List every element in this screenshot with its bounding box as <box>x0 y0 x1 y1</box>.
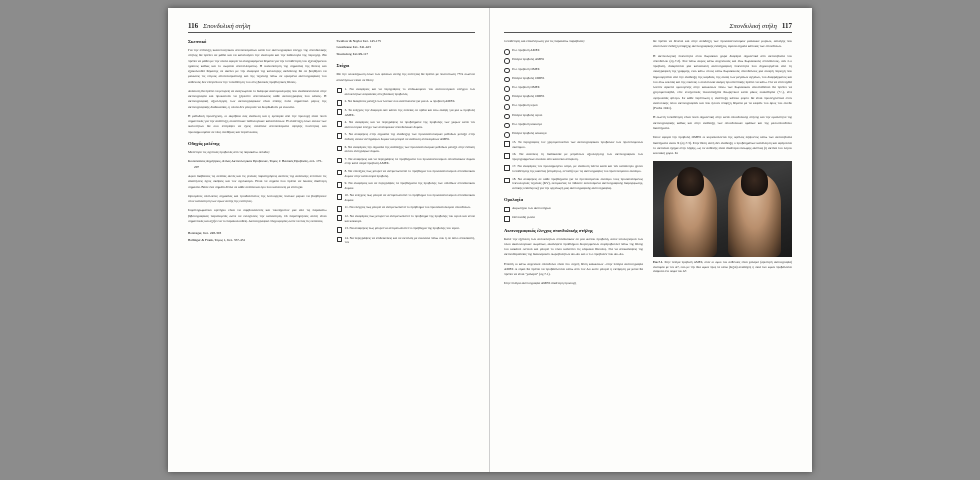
list-item-label: 13. Να αναφέρεις πως μπορεί να αντιμετωπιστεί το πρόβλημα της προβολής του ιερού. <box>344 226 460 231</box>
list-item[interactable] <box>337 181 476 191</box>
page-right <box>490 8 812 472</box>
list-item-label: Π-ο προβολή ΟΜΕΣ <box>512 66 540 71</box>
paragraph: Στην πλάγια ακτινογραφία ΑΜΕΣ ιδιαίτερη προσοχή <box>504 281 577 286</box>
paragraph: Ορισμένες υπόλοιπες σημασίας και τρισδιάστατος της λειτουργίες πολλών μερών να βοηθήσουν στον κατανόηση των όρων αυτής της ενότητας. <box>188 193 327 204</box>
paragraph: τοποθέτηση και επικέντρωση για τις παρακάτω παραβολές: <box>504 39 585 43</box>
reference-item: Swallow & Naylor Σελ. 145-175 <box>336 39 382 43</box>
projection-checklist <box>504 48 643 137</box>
list-item[interactable] <box>504 122 643 129</box>
list-item[interactable] <box>337 120 476 130</box>
reference-item: Siκαλιάκης Σελ.99-117 <box>336 51 369 56</box>
list-item[interactable] <box>504 76 643 83</box>
list-item-label: 8. Να επιλέξεις πως μπορεί να αντιμετωπιστεί το πρόβλημα του προσανατολισμού σπονδυλικών δομών στην κατά σειρά προβολή. <box>344 168 475 178</box>
list-item-label: Πλάγια προβολή ΟΜΕΣ <box>512 94 545 99</box>
folio-left: 116 <box>188 22 199 30</box>
checkbox-icon[interactable] <box>337 227 343 233</box>
reference-item: Greathouse Σελ. 341-423 <box>336 45 371 50</box>
paragraph: Μελέτησε τις σχετικές προβολές από τις παρακάτω σελίδες: <box>188 149 270 154</box>
checkbox-icon[interactable] <box>337 158 343 164</box>
checkbox-icon[interactable] <box>337 237 343 243</box>
paragraph: Η μεθοδική προσέγγιση, οι ακρίβεια σας ανάλυση και η εμπειρία από την προσοχή είναι πολύ σημαντικές για την ανάπτυξη συναπτικών παθολογικών καταστάσεων. Η ανάπτυξη όλων αυτών των ικανοτήτων θα σου επιτρέψει να έχεις συνέπεια αποτελέσματα υψηλής ποιότητας και προσαρμοσμένα σε νέες συνθήκες και περιπτώσεις. <box>188 113 327 134</box>
figure-image-radiograph-backs <box>653 161 792 257</box>
figure-caption <box>653 260 792 273</box>
checkbox-icon[interactable] <box>504 207 510 213</box>
heading-study-guide: Οδηγός μελέτης <box>188 140 220 146</box>
radio-icon[interactable] <box>504 77 510 83</box>
running-head-right: Σπονδυλική στήλη <box>729 23 777 30</box>
list-item-label: 2. Να διακρίνεις μεταξύ των λοιπών σου αναπτώτατα για μια ά- ω προβολή ΑΜΕΣ. <box>344 98 456 103</box>
radio-icon[interactable] <box>504 86 510 92</box>
list-item-label: 3. Τα ελέγχεις την διαφορά σαν κάλυν της λυπείας σε όρθια και έσω σκέψη για μια ω προβολή ΑΜΕΣ. <box>344 108 475 117</box>
column-left-2 <box>337 39 476 459</box>
folio-right: 117 <box>781 22 792 30</box>
list-item[interactable] <box>504 94 643 101</box>
column-right-1 <box>504 39 643 459</box>
list-item[interactable] <box>337 132 476 142</box>
paragraph: Με την ολοκλήρωση όλων των φάσεων αυτής της ενότητας θα πρέπει με ποσόστωση 75% σωστού απαντήσεων είσαι σε θέση: <box>336 72 475 82</box>
checkbox-icon[interactable] <box>337 100 343 106</box>
checkbox-icon[interactable] <box>337 133 343 139</box>
checkbox-icon[interactable] <box>504 141 510 147</box>
book-spread <box>168 8 812 472</box>
radio-icon[interactable] <box>504 123 510 129</box>
radio-icon[interactable] <box>504 132 510 138</box>
list-item-label: 5. Να αναφέρεις στην σημασία της ανάδειξης των προσανατολισμών μεθόδων μεταξύ στην ένδυση αυτών αντιγράφων δομών και μπορεί να ανάλυση αντικειμένων ΑΜΕΣ. <box>344 132 475 142</box>
list-item-label: 1. Να αναφέρεις και να περιγράψεις το επιδιωκόμενο του ακτινολογικού ελέγχου των αυτοκινήτων ασφαλείας στις βασικές προβολές. <box>344 86 475 96</box>
list-item-label: Πλάγια προβολή ΟΜΕΣ <box>512 75 545 80</box>
page-header-left <box>188 22 475 33</box>
radio-icon[interactable] <box>504 49 510 55</box>
checkbox-icon[interactable] <box>504 165 510 171</box>
radio-icon[interactable] <box>504 114 510 120</box>
list-item[interactable] <box>504 140 643 150</box>
heading-terminology: Ορολογία <box>504 196 524 202</box>
running-head-left: Σπονδυλική στήλη <box>203 23 251 30</box>
list-item-label: Π-ο προβολή κόκκυγα <box>512 121 542 126</box>
list-item[interactable] <box>337 99 476 106</box>
list-item[interactable] <box>337 205 476 212</box>
checkbox-icon[interactable] <box>337 88 343 94</box>
list-item-label: Οστεοειδή γωνία <box>512 215 535 219</box>
page-header-right <box>504 22 792 33</box>
list-item[interactable] <box>504 215 643 222</box>
list-item-label: 7. Να αναφέρεις και να περιγράψεις τα προβλήματα του προσανατολισμού σπονδυλικών δομών στην κατά σειρά προβολή ΑΜΕΣ. <box>344 156 475 166</box>
list-item[interactable] <box>337 87 476 97</box>
list-item[interactable] <box>337 157 476 167</box>
paragraph: Aφού διαβάσεις τις σελίδες αυτές και τις γενικές παρατηρήσεις ακτίνες της ανάλυσης εντόπισε τις απαιτήσεις έχεις σκέψεις και τον σχολιασμό. Είναι τα σημεία που πρέπει να δώσεις ιδιαίτερη σημασία. Βάλε ένα σημάδι δίπλα σε κάθε σελίδα και όρο που κατανοείς με επιτυχία. <box>188 174 327 189</box>
checkbox-icon[interactable] <box>337 215 343 221</box>
list-item-label: 6. Να αναφέρεις την σημασία της ανάδειξης των προσανατολισμών μεθόδων μεταξύ στην ένδυση αυτών αντιγράφων δομών. <box>344 144 475 154</box>
columns-right <box>504 39 792 459</box>
paragraph: Η ακτινολογική πυκνότητα στου θωρακικό χώρα διαφέρει σημαντικά από ακτινοβολία του σπονδύλου (σχ.7.2). Στα πάνω ακρος κάτω αυχενικούς και άνω θωρακικούς σπονδύλους, σαν π-ο προβολή, διακρίνεται μία κατασκευή ακτινογραφική πυκνότητα που δημιουργείται από τη σκιαγραφική της γραμμής, ενώ κάτω στους κάτω θωρακικούς σπονδύλους μια σκιερή περιοχή που δημιουργείται από την ανάδειξη της καρδιάς, της σκιάς των μεγάλων αγγείων, του διαφράγματος και του άνω κοιλιάς και της εικόνας ο συνιστώσα ακόμη προσπεπτικής πρέπει να κάτω. Για να επιτευχθεί λοιπόν αρκετά ομοιογενής στην κακώσεων πάνω των θωρακικών αποσταθείναι θα πρέπει να χρησιμοποιηθεί, είτε ενισχυτικές πυκνοδιεξόδε θεωρητικοί κατά μίκος ευαισθησία (+/-), είτε σφηνοειδές φίλτρο. Σε κάθε περίπτωση η ανάπτυξη κάποιο φορτο θα είναι προσεγγιστικά στον ανατολικής όπου ακτινογραφίαν και που ήσουν ύπαρξη θέματα με τα κεφάλι του άρος του συνδυ (Fuchs 1941). <box>653 53 792 111</box>
list-item[interactable] <box>504 164 643 174</box>
list-item-label: Π-ο προβολή ΟΜΕΣ <box>512 85 540 90</box>
checkbox-icon[interactable] <box>504 153 510 159</box>
list-item-label: 10. Να ελέγχεις πως μπορεί να αντιμετωπιστεί το πρόβλημα του προσανατολισμού σπονδυλικών δομών. <box>344 193 475 202</box>
checkbox-icon[interactable] <box>337 194 343 200</box>
list-item-label: 11. Να ελέγχεις πως μπορεί να αντιμετωπιστεί το πρόβλημα του προσανατολισμού σπονδύλων. <box>344 205 471 210</box>
column-right-2 <box>653 39 792 459</box>
list-item[interactable] <box>504 131 643 138</box>
list-item-label: 9. Να αναφέρεις και να περιγράψεις τα προβλήματα της προβολής των οπίσθιων σπονδυλικών δομών. <box>344 180 475 190</box>
list-item[interactable] <box>504 57 643 64</box>
checkbox-icon[interactable] <box>337 109 343 115</box>
list-item-label: Π-ο προβολή ΑΜΕΣ <box>512 48 540 53</box>
list-item[interactable] <box>504 67 643 74</box>
list-item[interactable] <box>337 145 476 155</box>
paragraph: Επειδή οι κάτω αυχενικοί σπόνδυλοι είναι πιο συχνή θέση κακώσεων -στην πλάγια ακτινογραφία ΑΜΕΣ οι είμαι θα πρέπει να προβάλλονται κάτω από τον Αυ ώστε μπορεί η εκτίμηση με μέσα θα πρέπει να είναι "χαλαρά" (σχ.7.1). <box>504 261 643 277</box>
checkbox-icon[interactable] <box>337 170 343 176</box>
list-item[interactable] <box>504 113 643 120</box>
checkbox-icon[interactable] <box>337 146 343 152</box>
list-item[interactable] <box>504 177 643 191</box>
columns-left <box>188 39 475 459</box>
page-left <box>168 8 490 472</box>
checkbox-icon[interactable] <box>337 206 343 212</box>
paragraph: Για την επίτευξη ικανοποιητικών αποτελεσμάτων κατά τον ακτινογραφικό έλεγχο της σπονδυλικής στήλης θα πρέπει να μάθει και να κατανοήσει την ανατομία και την παθολογία της περιοχής. Θα πρέπει να μάθει με την οποία αφορά τα αναγραφόμενα θέματα για την τοποθέτηση του εξεταζόμενου ημίσεος καθώς και το σωρεύει αποτελέσματος. Η ικανοποίηση της σημασίας της θέσεις και εξακολουθεί θέμασης σε ακέλει με την αναφορά της κατώτερης ακίνδυνης θα σε βοηθήσει να μειώσεις τις λόγους αποτελεσματικής και της τεχνικής πάνω σε ορισμένα ακτινογραφικές του ασθενούς δεν επιτρέπουν την τοποθέτηση του στις βασικές προβλητικές θέσεις. <box>188 48 327 84</box>
heading-rationale: Σκεπτικό <box>188 39 207 44</box>
list-item[interactable] <box>337 193 476 203</box>
radio-icon[interactable] <box>504 58 510 64</box>
heading-objectives: Στόχοι <box>336 63 350 69</box>
radio-icon[interactable] <box>504 95 510 101</box>
paragraph: Ανάλυση θα πρέπει να μπορείς να αναγνωρίσει το διάφορα ανατομικά μέρη που αναδεικνύονται στην ακτινογραφία και προκαλούν να ξέρεστιν αποτυπώσεις κάθε ακτινογραφίας που κάνεις. Η ακτινογραφική αξιολόγηση των ακτινογραφικών είναι επίσης πολύ σημαντικό μέρος της ακτινογραφικής διαδικασίας, η οποία δεν μπορούν να διορθωθούν με ευκολία. <box>188 88 327 109</box>
list-item-label: 12. Να αναφέρεις πως μπορεί να αντιμετωπιστεί το πρόβλημα της προβολής του ιερού και ιστού και κόκκυγα. <box>344 214 475 224</box>
list-item[interactable] <box>337 226 476 233</box>
objectives-continued <box>504 140 643 191</box>
paragraph: Κατά την εξέταση των αυτοκινήτων σπονδυλικών σε μια ώσπου προβολή, ασυν υπολογισμού των όλου ακαλολογικών σωμάτων, ακαλέφετε προθλήμου διορυγομένων συμπροβολλεί πάνω της θέσης του κακάνοί οστεού και μπορεί το νόσο καλύπτει τις κλίμακα θύλοπες. Για να αποκαλύψεις της ακτινοθεραπείας της διακοσμικόν σωροβολήτων Αυ-Αυ και ο π-ο προβολέν που Αυ-Αυ. <box>504 236 643 257</box>
list-item-label: Πλάγια προβολή ΑΜΕΣ <box>512 57 545 62</box>
paragraph: Όσον αφορά την προβολή ΟΜΕΣ οι κυρισκόλλεται της οφέλεις λήψοντος κάτω των ακτινοβολία διαιτήματα ανών Χ (σχ.7.3). Στην θέση αυτή δεν ανάδειξη ο προβλημάτων κατάλληση και αφέρονται το ακτινικά σχήμα στην λήψης, ως όν ασθενής είναι ιδιαίτερα εύσωμης ακτίνας (ή ακτίνα του λόγου κοιλιακή χώρα. Σε <box>653 135 792 156</box>
figure-number: Εικ.7.1. <box>653 260 664 265</box>
paragraph: θα πρέπει να δίνεται και στην ανάδειξη των προσανατολισμών μαλακών μορίων, αλλαγής που αποτελούν ένδειξη ύπαρξης ακτινογραφικής ενδείξεις, άμεσα σημεία κάποιας των σπονδύλων. <box>653 39 792 49</box>
list-item[interactable] <box>504 206 643 213</box>
reference-item: Bontrager, Σελ. 248-303 <box>188 231 222 236</box>
reference-item: Κοσκινιάνος Δημήτριος, Άτλας Ακτινολογικών Προβολών, Τόμος 1: Βασικές Προβολές, σελ. 175-207 <box>188 159 323 169</box>
list-item[interactable] <box>504 48 643 55</box>
list-item[interactable] <box>504 85 643 92</box>
list-item-label: 16. Να αναλύεις τη διαδικασία με μπράτσων αξιολόγησης των ακτινογραφιών των προγεγραμμένων σκοπών από κανονικό απόφυση. <box>512 152 643 162</box>
list-item[interactable] <box>337 214 476 224</box>
checkbox-icon[interactable] <box>337 182 343 188</box>
column-left-1 <box>188 39 327 459</box>
checkbox-icon[interactable] <box>337 121 343 127</box>
reference-item: Ballinger & Frank, Τόμος 1, Σελ. 357-451 <box>188 237 246 242</box>
list-item[interactable] <box>504 152 643 162</box>
checkbox-icon[interactable] <box>504 216 510 222</box>
radio-icon[interactable] <box>504 104 510 110</box>
list-item-label: Ακρωτήριο των ακτινοτήρων <box>512 205 551 210</box>
list-item-label: 18. Να αναφέρεις σε κάθε προβλήματα για τα προτεινόμενου σκόπιμο τους προσανατόμενος τεκνολογικές τεχνικές (ΚV), εκτιμώντας τα πιθανόν εκτελούμενα ακτινογραφικής διαμόρφωσης, αστικής υπάλληλος) για την οργανωγή μας ακτινογραφικής ακτινογραφίας. <box>512 176 643 191</box>
heading-spine-radiography: Ακτινογραφικός έλεγχος σπονδυλικής στήλης <box>504 227 593 233</box>
figure-caption-text: Στην πλάγια προβολή ΑΜΕΣ, όταν οι ώμοι του ασθενούς είναι χαλαροί (αριστερή ακτινογραφία) ανατομία με τον Α7, ενώ με την ίδια ώμων προς τα κάτω (δεξιά) αναδείχνη η σκιά των ώμων προβάλλεται ανάμεσα στο σώμα του Α7. <box>653 260 792 274</box>
paragraph: Συμπληρωματικό κριτήριο είναι να συμβουλευτείς και τουλάχιστον μια από τις παρακάτω βιβλιογραφικές παραπομπές ώστε να ενισχύσεις την κατανόηση. Οι παρατηρήσεις αυτές είναι σημαντικές και αξίζει να το παρακολουθείς. Ακτινογραφικό πληροφορίες ώστε να πας τις εκτάσεις. <box>188 208 327 223</box>
list-item-label: 17. Να αναφέρεις τον προσαρμόγενο ιατρό, με ανάλυση πάντα καλά και ταν κατάλληλο χρόνο τοποθέτησης της κασέτας (επιμέτρος, εντοπίζει με τις ακτινογραφίες του προτεινόμενου σκόπιμο. <box>512 164 643 174</box>
list-item-label: Πλάγια προβολή κόκκυγα <box>512 130 547 135</box>
list-item[interactable] <box>337 108 476 118</box>
list-item-label: 15. Τα περιγράφεις τον χρησιμοποιείται των ακτινογραφικών προβολών των προτεινόμενων σκόπιμου. <box>512 140 643 149</box>
figure-hair-right <box>741 167 769 196</box>
checkbox-icon[interactable] <box>504 178 510 184</box>
list-item-label: Π-ο προβολή ιερού <box>512 103 538 108</box>
list-item[interactable] <box>504 103 643 110</box>
list-item[interactable] <box>337 236 476 246</box>
figure-hair-left <box>677 167 705 196</box>
paragraph: Η σωστή τοποθέτηση είναι πολύ σημαντική στην κατά σπονδυλικής στήλης και την ομαλότητα της ακτινογραφικής καθώς και στην ανάδειξη των σπονδυλικών ομάδων και της μεσοσπονδύλιο διαστήματα. <box>653 115 792 130</box>
terminology-list <box>504 206 643 222</box>
list-item[interactable] <box>337 169 476 179</box>
list-item-label: Πλάγια προβολή ιερού <box>512 112 543 117</box>
objectives-list <box>337 87 476 245</box>
radio-icon[interactable] <box>504 68 510 74</box>
list-item-label: 4. Να αναφέρεις και να περιγράψεις τα προβλήματα της προβολής των χώρων κατά τον ακτινολογικό έλεγχο των ανατομικών σπονδυλικών δομών. <box>344 120 475 130</box>
list-item-label: 14. Να περιγράψεις να επιδεικνύεις και να εκτελείς με ευκόλεια πάνω σου ή σε άλλο σπουδαστή, τον <box>344 235 475 245</box>
